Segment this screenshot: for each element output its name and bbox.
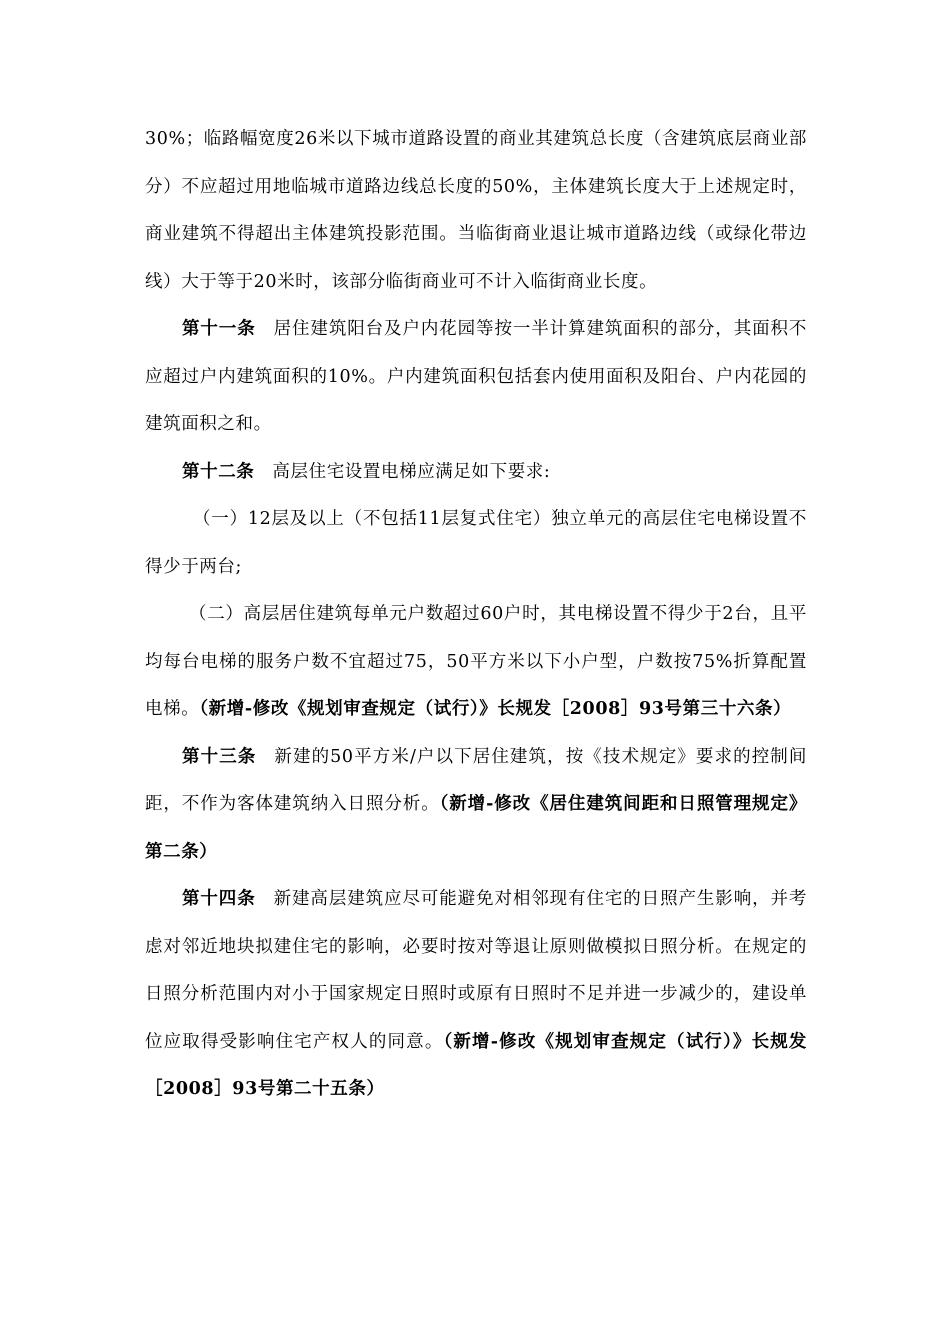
article-13-source-note: （新增-修改《居住建筑间距和日照管理规定》第二条） [145,794,807,862]
paragraph-text: 30%；临路幅宽度26米以下城市道路设置的商业其建筑总长度（含建筑底层商业部分）不应超过用地临城市道路边线总长度的50%，主体建筑长度大于上述规定时，商业建筑不得超出主体建筑投影范围。当临街商业退让城市道路边线（或绿化带边线）大于等于20米时，该部分临街商业可不计入临街商业长度。 [145,129,807,292]
article-12-title: 第十二条 [182,461,255,482]
article-14-title: 第十四条 [182,889,256,909]
document-page [145,116,807,1114]
article-13-title: 第十三条 [182,746,257,767]
article-11-body: 居住建筑阳台及户内花园等按一半计算建筑面积的部分，其面积不应超过户内建筑面积的10%。户内建筑面积包括套内使用面积及阳台、户内花园的建筑面积之和。 [145,319,807,434]
article-12-source-note: （新增-修改《规划审查规定（试行）》长规发［2008］93号第三十六条） [199,699,792,719]
article-12 [145,449,807,497]
article-12-item-1-text: （一）12层及以上（不包括11层复式住宅）独立单元的高层住宅电梯设置不得少于两台; [145,509,807,577]
article-14-source-note: （新增-修改《规划审查规定（试行）》长规发［2008］93号第二十五条） [145,1031,807,1099]
article-14-body: 新建高层建筑应尽可能避免对相邻现有住宅的日照产生影响，并考虑对邻近地块拟建住宅的影响，必要时按对等退让原则做模拟日照分析。在规定的日照分析范围内对小于国家规定日照时或原有日照时不足并进一步减少的，建设单位应取得受影响住宅产权人的同意。 [145,889,807,1052]
article-11-title: 第十一条 [182,319,256,339]
article-12-item-2-text: （二）高层居住建筑每单元户数超过60户时，其电梯设置不得少于2台，且平均每台电梯的服务户数不宜超过75，50平方米以下小户型，户数按75%折算配置电梯。 [145,604,807,719]
article-13-body: 新建的50平方米/户以下居住建筑，按《技术规定》要求的控制间距，不作为客体建筑纳入日照分析。 [145,746,807,814]
article-12-item-1 [145,496,807,591]
paragraph-continued [145,116,807,306]
article-13 [145,734,807,877]
article-12-body: 高层住宅设置电梯应满足如下要求: [272,461,551,482]
article-12-item-2 [145,591,807,734]
article-14 [145,876,807,1114]
article-11 [145,306,807,449]
